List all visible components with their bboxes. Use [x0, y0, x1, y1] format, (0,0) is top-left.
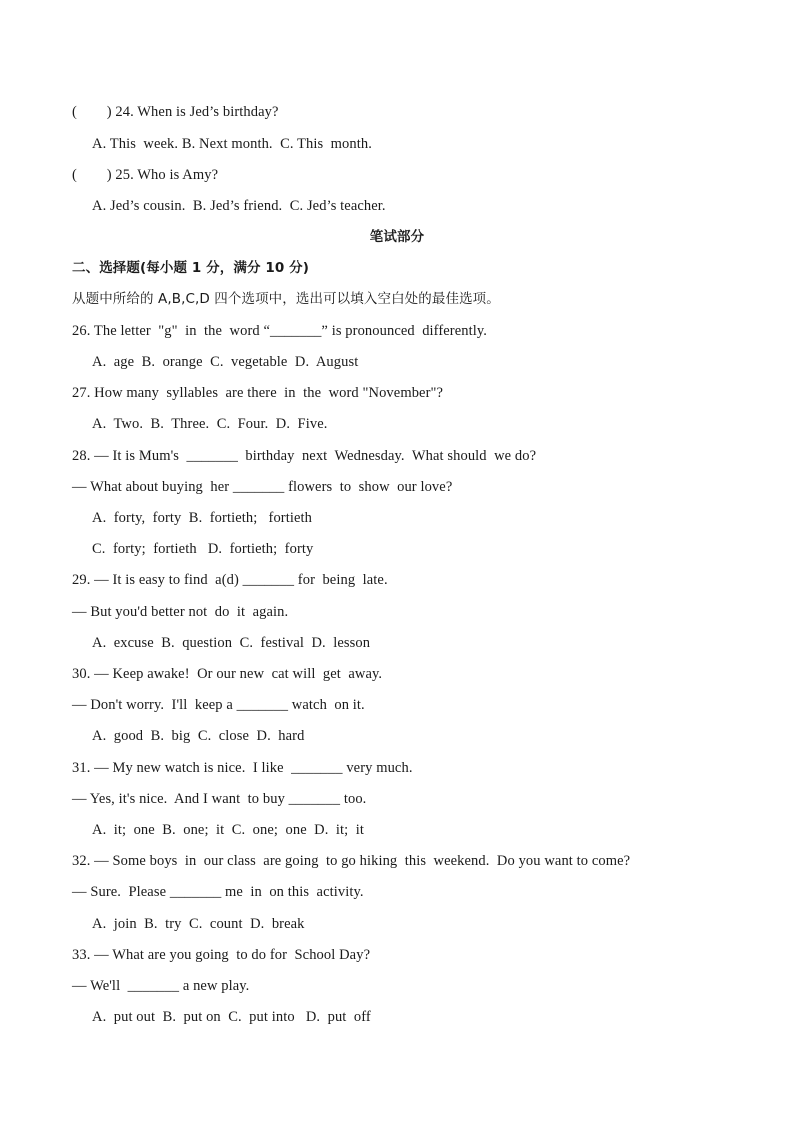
- question-28-options-2: C. forty; fortieth D. fortieth; forty: [92, 541, 314, 557]
- question-30-options: A. good B. big C. close D. hard: [92, 728, 305, 744]
- question-29-options: A. excuse B. question C. festival D. lesson: [92, 635, 371, 651]
- question-29-line-1: 29. — It is easy to find a(d) _______ for being late.: [72, 572, 388, 588]
- question-30-line-2: — Don't worry. I'll keep a _______ watch on it.: [72, 697, 365, 713]
- question-27-options: A. Two. B. Three. C. Four. D. Five.: [92, 416, 328, 432]
- question-29-line-2: — But you'd better not do it again.: [72, 604, 289, 620]
- question-26: 26. The letter "g" in the word “_______” is pronounced differently.: [72, 323, 488, 339]
- question-32-line-2: — Sure. Please _______ me in on this activity.: [72, 884, 364, 900]
- question-28-options-1: A. forty, forty B. fortieth; fortieth: [92, 510, 313, 526]
- question-31-options: A. it; one B. one; it C. one; one D. it; it: [92, 822, 365, 838]
- question-32-options: A. join B. try C. count D. break: [92, 916, 305, 932]
- section-2-instruction: 从题中所给的 A,B,C,D 四个选项中，选出可以填入空白处的最佳选项。: [72, 291, 500, 307]
- question-33-line-2: — We'll _______ a new play.: [72, 978, 250, 994]
- question-27: 27. How many syllables are there in the word "November"?: [72, 385, 444, 401]
- question-31-line-1: 31. — My new watch is nice. I like _______ very much.: [72, 760, 413, 776]
- question-33-options: A. put out B. put on C. put into D. put off: [92, 1009, 371, 1025]
- question-33-line-1: 33. — What are you going to do for School Day?: [72, 947, 371, 963]
- question-31-line-2: — Yes, it's nice. And I want to buy _______ too.: [72, 791, 367, 807]
- question-25: ( ) 25. Who is Amy?: [72, 167, 219, 183]
- question-24: ( ) 24. When is Jed’s birthday?: [72, 104, 279, 120]
- question-30-line-1: 30. — Keep awake! Or our new cat will get away.: [72, 666, 383, 682]
- question-28-line-1: 28. — It is Mum's _______ birthday next Wednesday. What should we do?: [72, 448, 537, 464]
- section-written-title: 笔试部分: [369, 229, 425, 245]
- section-2-heading: 二、选择题(每小题 1 分，满分 10 分): [72, 260, 310, 276]
- question-26-options: A. age B. orange C. vegetable D. August: [92, 354, 359, 370]
- question-25-options: A. Jed’s cousin. B. Jed’s friend. C. Jed’s teacher.: [92, 198, 386, 214]
- question-24-options: A. This week. B. Next month. C. This month.: [92, 136, 372, 152]
- question-32-line-1: 32. — Some boys in our class are going to go hiking this weekend. Do you want to come?: [72, 853, 631, 869]
- question-28-line-2: — What about buying her _______ flowers to show our love?: [72, 479, 453, 495]
